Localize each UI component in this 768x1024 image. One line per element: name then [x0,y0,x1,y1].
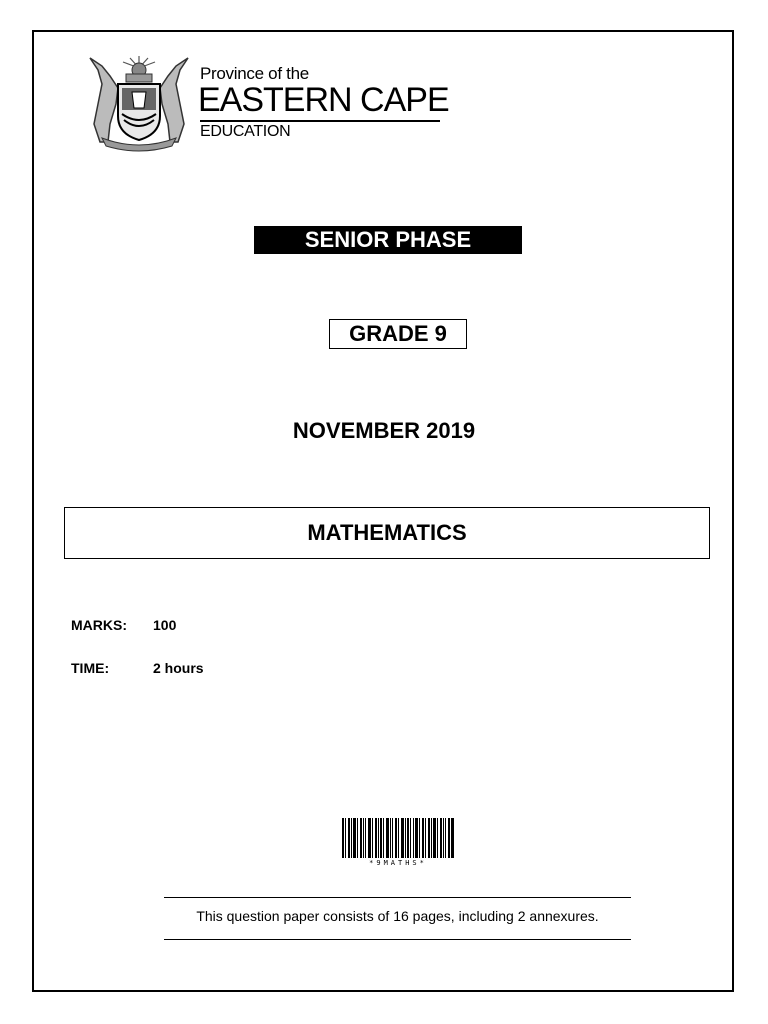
department-logo [80,54,460,154]
marks-value: 100 [153,617,177,633]
page-count-note: This question paper consists of 16 pages, including 2 annexures. [196,908,599,924]
logo-text-education: EDUCATION [200,123,291,140]
time-label: TIME: [71,660,110,676]
marks-label: MARKS: [71,617,127,633]
barcode-label: *9MATHS* [369,859,427,867]
phase-banner: SENIOR PHASE [254,226,522,254]
logo-text-eastern-cape: EASTERN CAPE [198,81,449,119]
time-value: 2 hours [153,660,204,676]
coat-of-arms-icon [80,54,198,152]
exam-date: NOVEMBER 2019 [292,418,476,443]
footer-top-rule [164,897,631,898]
grade-box: GRADE 9 [329,319,467,349]
barcode-icon [342,818,454,862]
subject-title: MATHEMATICS [64,507,710,559]
logo-divider [200,120,440,122]
footer-bottom-rule [164,939,631,940]
logo-text-province: Province of the [200,64,309,83]
